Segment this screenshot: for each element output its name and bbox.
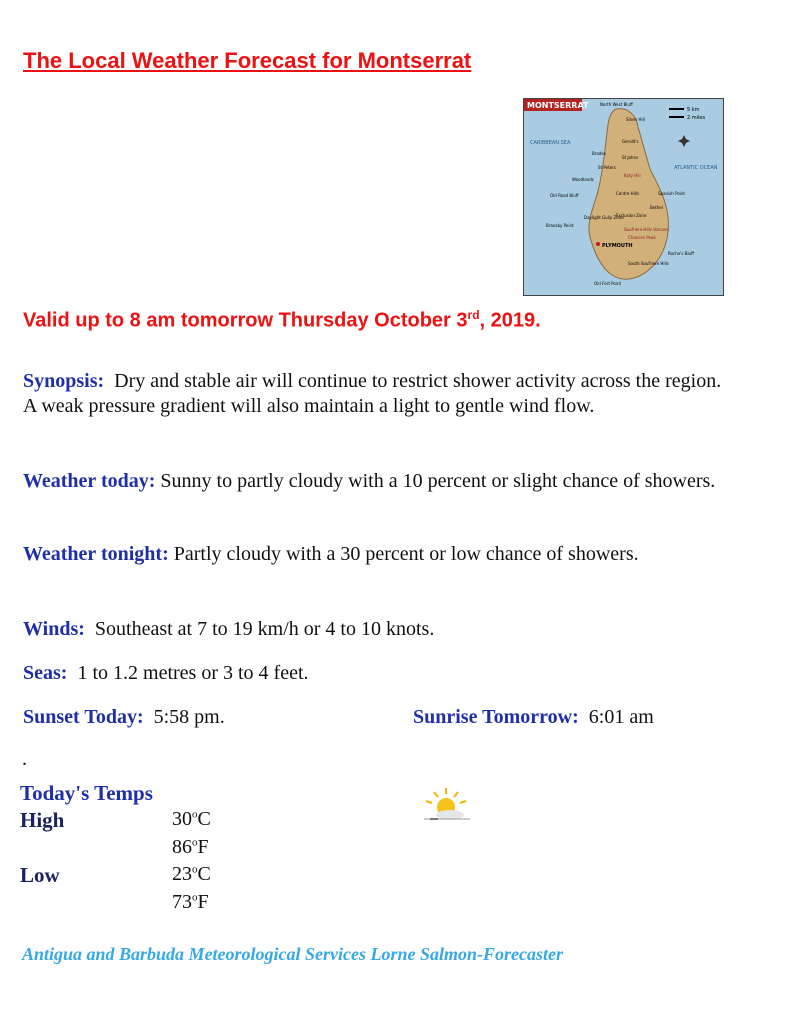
synopsis-text: Dry and stable air will continue to restrict shower activity across the region. A weak pressure gradient will also maintain a light to gentle wind flow. — [23, 370, 722, 417]
footer-credit: Antigua and Barbuda Meteorological Services Lorne Salmon-Forecaster — [22, 944, 564, 964]
low-celsius: 23$^o$C — [172, 863, 211, 885]
seas-text: 1 to 1.2 metres or 3 to 4 feet. — [77, 662, 309, 684]
page-title: The Local Weather Forecast for Montserrat — [23, 48, 472, 73]
winds-label: Winds: — [23, 618, 85, 640]
winds-section — [23, 617, 723, 642]
map-ocean-label: ATLANTIC OCEAN — [674, 165, 718, 171]
compass-icon — [678, 135, 690, 147]
weather-today-text: Sunny to partly cloudy with a 10 percent or slight chance of showers. — [160, 470, 716, 492]
map-place-14: Soufriere Hills Volcano — [624, 227, 669, 232]
sunset-label: Sunset Today: — [23, 706, 144, 728]
synopsis-section — [23, 369, 723, 419]
map-place-17: Roche's Bluff — [668, 251, 694, 256]
low-fahrenheit: 73$^o$F — [172, 891, 209, 913]
sunset-row — [23, 706, 225, 729]
map-place-0: North West Bluff — [600, 102, 633, 107]
weather-today-section — [23, 469, 723, 494]
high-label: High — [20, 808, 65, 832]
map-place-8: Spanish Point — [658, 191, 685, 196]
validity-year: , 2019. — [479, 309, 541, 332]
map-scale-km: 5 km — [687, 107, 700, 113]
synopsis-label: Synopsis: — [23, 370, 105, 392]
map-label: MONTSERRAT — [527, 101, 589, 110]
map-place-9: Centre Hills — [616, 191, 640, 196]
sun-icon — [420, 786, 472, 826]
sunset-value: 5:58 pm. — [153, 706, 225, 728]
map-place-13: Exclusion Zone — [616, 213, 647, 218]
map-place-15: Chances Peak — [628, 235, 656, 240]
separator-dot: . — [22, 748, 27, 770]
map-place-11: Bethel — [650, 205, 663, 210]
map-place-2: Gerald's — [622, 139, 639, 144]
winds-text: Southeast at 7 to 19 km/h or 4 to 10 knots. — [94, 618, 435, 640]
map-place-12: Daylight Gully Zone — [584, 215, 624, 220]
weather-tonight-text: Partly cloudy with a 30 percent or low chance of showers. — [173, 543, 639, 565]
map-place-19: Old Fort Point — [594, 281, 622, 286]
map-place-3: Brades — [592, 151, 606, 156]
weather-today-label: Weather today: — [23, 470, 156, 492]
temps-title: Today's Temps — [20, 781, 153, 805]
map-capital-label: PLYMOUTH — [602, 243, 633, 249]
high-fahrenheit: 86$^o$F — [172, 836, 209, 858]
validity-superscript: rd — [467, 308, 480, 322]
map-place-7: Katy Hill — [624, 173, 641, 178]
map-place-16: Bransby Point — [546, 223, 574, 228]
low-label: Low — [20, 863, 60, 887]
montserrat-map — [523, 98, 724, 296]
sunrise-value: 6:01 am — [588, 706, 654, 728]
weather-tonight-section — [23, 542, 723, 567]
validity-text: Valid up to 8 am tomorrow Thursday October 3 — [23, 309, 468, 332]
map-scale-miles: 2 miles — [687, 115, 706, 121]
map-place-1: Silver Hill — [626, 117, 645, 122]
map-place-6: Woodlands — [572, 177, 594, 182]
map-place-18: South Soufriere Hills — [628, 261, 669, 266]
high-celsius: 30$^o$C — [172, 808, 211, 830]
map-place-4: St Johns — [622, 155, 639, 160]
seas-section — [23, 661, 723, 686]
weather-tonight-label: Weather tonight: — [23, 543, 169, 565]
validity-line — [23, 308, 541, 333]
map-place-10: Old Road Bluff — [550, 193, 579, 198]
seas-label: Seas: — [23, 662, 68, 684]
sunrise-row — [413, 706, 654, 729]
map-place-5: St Peters — [598, 165, 616, 170]
map-sea-label: CARIBBEAN SEA — [530, 140, 571, 146]
sunrise-label: Sunrise Tomorrow: — [413, 706, 579, 728]
